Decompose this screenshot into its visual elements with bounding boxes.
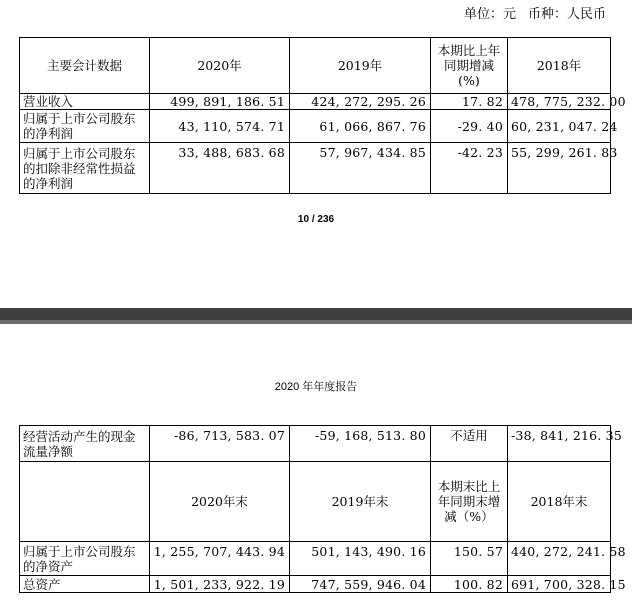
col-header-change: 本期末比上年同期末增减（%）	[431, 462, 508, 542]
table-header-row	[20, 38, 611, 94]
col-header-2020: 2020年	[150, 38, 290, 94]
value-change: 不适用	[431, 426, 508, 462]
col-header-2019: 2019年	[290, 38, 431, 94]
key-balance-data-table	[19, 425, 626, 593]
row-label: 总资产	[20, 576, 150, 593]
unit-label: 单位：元	[463, 7, 516, 22]
row-label: 经营活动产生的现金流量净额	[20, 426, 150, 462]
table-header-row	[20, 462, 611, 542]
report-header-title: 2020 年年度报告	[274, 381, 358, 393]
table-row	[20, 426, 611, 462]
value-2020: 1, 501, 233, 922. 19	[150, 576, 290, 593]
col-header-2020-end: 2020年末	[150, 462, 290, 542]
table-row	[20, 542, 611, 576]
value-change: 150. 57	[431, 542, 508, 576]
table-row	[20, 576, 611, 593]
value-2019: 747, 559, 946. 04	[290, 576, 431, 593]
row-label: 归属于上市公司股东的净资产	[20, 542, 150, 576]
col-header-2018-end: 2018年末	[508, 462, 611, 542]
value-change: 17. 82	[431, 94, 508, 110]
col-header-change: 本期比上年同期增减(%)	[431, 38, 508, 94]
value-2019: 424, 272, 295. 26	[290, 94, 431, 110]
value-2019: 57, 967, 434. 85	[290, 143, 431, 194]
value-2019: 501, 143, 490. 16	[290, 542, 431, 576]
value-2020: -86, 713, 583. 07	[150, 426, 290, 462]
page-separator	[0, 308, 632, 324]
row-label: 营业收入	[20, 94, 150, 110]
row-label: 归属于上市公司股东的扣除非经常性损益的净利润	[20, 143, 150, 194]
value-2018: 60, 231, 047. 24	[508, 110, 611, 143]
unit-currency-line	[464, 3, 606, 22]
col-header-2018: 2018年	[508, 38, 611, 94]
col-header-item	[20, 462, 150, 542]
value-change: -29. 40	[431, 110, 508, 143]
value-2020: 33, 488, 683. 68	[150, 143, 290, 194]
value-2020: 499, 891, 186. 51	[150, 94, 290, 110]
value-change: 100. 82	[431, 576, 508, 593]
value-2018: -38, 841, 216. 35	[508, 426, 611, 462]
value-2018: 691, 700, 328. 15	[508, 576, 611, 593]
value-2019: 61, 066, 867. 76	[290, 110, 431, 143]
value-2018: 440, 272, 241. 58	[508, 542, 611, 576]
value-2020: 43, 110, 574. 71	[150, 110, 290, 143]
value-2019: -59, 168, 513. 80	[290, 426, 431, 462]
value-change: -42. 23	[431, 143, 508, 194]
currency-label: 币种：人民币	[527, 7, 606, 22]
key-accounting-data-table	[19, 37, 626, 194]
col-header-item: 主要会计数据	[20, 38, 150, 94]
page-number: 10 / 236	[297, 214, 335, 225]
table-row	[20, 143, 611, 194]
row-label: 归属于上市公司股东的净利润	[20, 110, 150, 143]
value-2020: 1, 255, 707, 443. 94	[150, 542, 290, 576]
page-11	[0, 324, 632, 600]
value-2018: 478, 775, 232. 00	[508, 94, 611, 110]
table-row	[20, 94, 611, 110]
value-2018: 55, 299, 261. 83	[508, 143, 611, 194]
table-row	[20, 110, 611, 143]
col-header-2019-end: 2019年末	[290, 462, 431, 542]
